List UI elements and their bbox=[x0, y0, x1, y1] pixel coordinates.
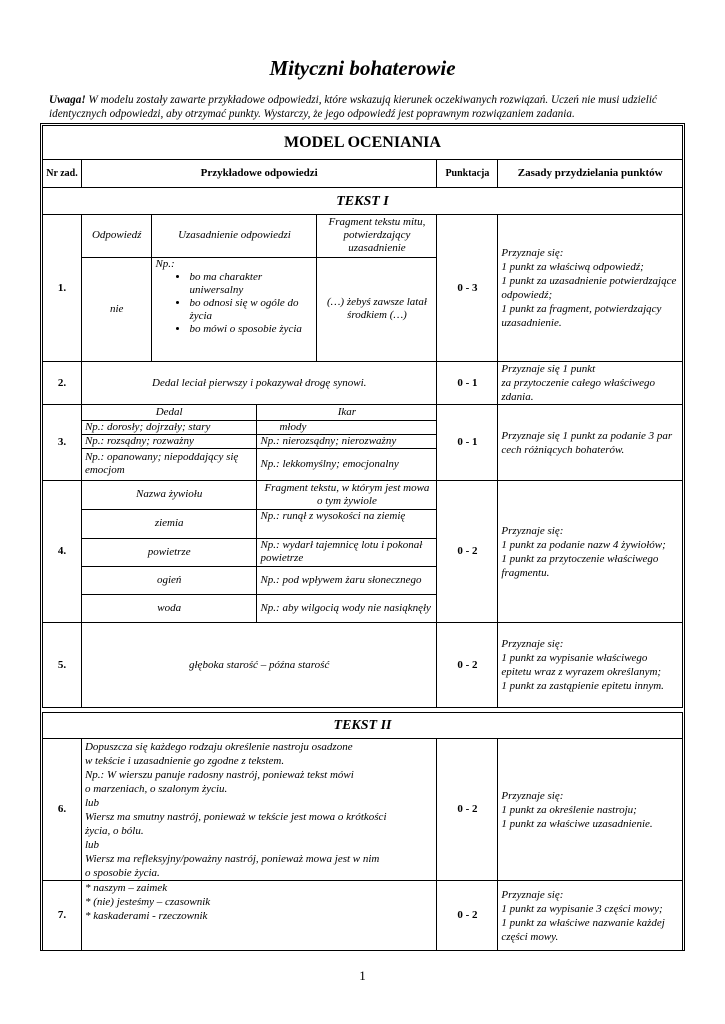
q3-dedal-trait: Np.: rozsądny; rozważny bbox=[82, 434, 257, 448]
q4-elements-grid bbox=[82, 481, 437, 622]
scoring-table bbox=[42, 125, 683, 951]
rule-line: Przyznaje się: bbox=[501, 247, 564, 259]
scoring-rules bbox=[498, 739, 683, 881]
question-number: 2. bbox=[43, 362, 82, 405]
answer-line: Dopuszcza się każdego rodzaju określenie nastroju osadzone bbox=[84, 740, 353, 753]
rule-line: Przyznaje się: bbox=[501, 638, 564, 650]
q1-answer-grid bbox=[82, 215, 437, 361]
document-title: Mityczni bohaterowie bbox=[269, 56, 456, 80]
question-row-4 bbox=[43, 481, 683, 623]
q4-fragment: Np.: pod wpływem żaru słonecznego bbox=[257, 566, 437, 594]
q3-ikar-trait: Np.: nierozsądny; nierozważny bbox=[257, 434, 437, 448]
scoring-rules bbox=[498, 881, 683, 951]
scoring-rules bbox=[498, 215, 683, 362]
q1-np: Np.: bbox=[155, 257, 175, 270]
rule-line: 1 punkt za właściwe uzasadnienie. bbox=[501, 817, 653, 830]
note-lead: Uwaga! bbox=[49, 94, 86, 106]
q3-header-dedal: Dedal bbox=[82, 405, 257, 420]
q1-header-reason: Uzasadnienie odpowiedzi bbox=[152, 215, 317, 257]
points: 0 - 1 bbox=[437, 405, 498, 481]
answer-line: o marzeniach, o szalonym życiu. bbox=[84, 782, 228, 795]
answer-line: o sposobie życia. bbox=[84, 866, 160, 879]
rule-line: Przyznaje się 1 punkt bbox=[501, 363, 596, 375]
q1-answer: nie bbox=[82, 257, 152, 361]
scoring-rules bbox=[498, 405, 683, 481]
answer-line: Wiersz ma smutny nastrój, ponieważ w tekście jest mowa o krótkości bbox=[84, 810, 387, 823]
col-header-rules: Zasady przydzielania punktów bbox=[498, 160, 683, 188]
rule-line: Przyznaje się: bbox=[501, 789, 564, 802]
points: 0 - 2 bbox=[437, 623, 498, 708]
question-number: 3. bbox=[43, 405, 82, 481]
q7-answer bbox=[81, 881, 437, 951]
rule-line: Przyznaje się 1 punkt za podanie 3 par cech różniących bohaterów. bbox=[501, 429, 673, 456]
answer-line: lub bbox=[84, 796, 99, 809]
q2-answer: Dedal leciał pierwszy i pokazywał drogę synowi. bbox=[81, 362, 437, 405]
section-header-tekst-1: TEKST I bbox=[43, 188, 683, 215]
q4-fragment: Np.: wydarł tajemnicę lotu i pokonał powietrze bbox=[257, 538, 437, 566]
rule-line: 1 punkt za wypisanie właściwego epitetu wraz z wyrazem określanym; bbox=[501, 652, 662, 678]
question-row-6 bbox=[43, 739, 683, 881]
q3-header-ikar: Ikar bbox=[257, 405, 437, 420]
answer-line: lub bbox=[84, 838, 99, 851]
rule-line: Przyznaje się: bbox=[501, 524, 564, 537]
section-header-tekst-2: TEKST II bbox=[43, 713, 683, 739]
model-header: MODEL OCENIANIA bbox=[43, 126, 683, 160]
list-item: • bo mówi o sposobie życia bbox=[189, 323, 313, 336]
question-number: 7. bbox=[43, 881, 82, 951]
answer-line: * (nie) jesteśmy – czasownik bbox=[84, 896, 211, 908]
question-row-3 bbox=[43, 405, 683, 481]
question-number: 6. bbox=[43, 739, 82, 881]
q4-element: powietrze bbox=[82, 538, 257, 566]
q6-answer bbox=[81, 739, 437, 881]
answer-line: * naszym – zaimek bbox=[84, 882, 168, 894]
answer-line: * kaskaderami - rzeczownik bbox=[84, 910, 208, 922]
rule-line: 1 punkt za wypisanie 3 części mowy; bbox=[501, 902, 663, 915]
question-row-2 bbox=[43, 362, 683, 405]
q3-ikar-trait: Np.: lekkomyślny; emocjonalny bbox=[257, 448, 437, 480]
q4-element: ziemia bbox=[82, 509, 257, 538]
rule-line: Przyznaje się: bbox=[501, 888, 564, 901]
q4-fragment: Np.: runął z wysokości na ziemię bbox=[257, 509, 437, 538]
list-item: • bo odnosi się w ogóle do życia bbox=[189, 297, 313, 323]
answer-line: w tekście i uzasadnienie go zgodne z tekstem. bbox=[84, 754, 285, 767]
rule-line: 1 punkt za zastąpienie epitetu innym. bbox=[501, 680, 664, 692]
q1-reason bbox=[152, 257, 317, 361]
points: 0 - 1 bbox=[437, 362, 498, 405]
question-row-1 bbox=[43, 215, 683, 362]
rule-line: 1 punkt za przytoczenie właściwego fragmentu. bbox=[501, 552, 659, 579]
note-paragraph bbox=[49, 93, 687, 121]
q4-element: ogień bbox=[82, 566, 257, 594]
scoring-rules bbox=[498, 623, 683, 708]
q3-traits-grid bbox=[82, 405, 437, 480]
rule-line: 1 punkt za podanie nazw 4 żywiołów; bbox=[501, 538, 666, 551]
q4-fragment: Np.: aby wilgocią wody nie nasiąknęły bbox=[257, 594, 437, 622]
col-header-points: Punktacja bbox=[437, 160, 498, 188]
q1-reason-list bbox=[155, 271, 313, 336]
q3-dedal-trait: Np.: dorosły; dojrzały; stary bbox=[82, 420, 257, 434]
page-number: 1 bbox=[359, 968, 366, 983]
rule-line: 1 punkt za właściwe nazwanie każdej części mowy. bbox=[501, 916, 665, 943]
answer-line: Np.: W wierszu panuje radosny nastrój, ponieważ tekst mówi bbox=[84, 768, 354, 781]
q1-fragment: (…) żebyś zawsze latał środkiem (…) bbox=[317, 257, 437, 361]
q5-answer: głęboka starość – późna starość bbox=[81, 623, 437, 708]
col-header-nr: Nr zad. bbox=[43, 160, 82, 188]
q4-header-element: Nazwa żywiołu bbox=[82, 481, 257, 509]
rule-line: 1 punkt za właściwą odpowiedź; bbox=[501, 261, 644, 273]
answer-line: życia, o bólu. bbox=[84, 824, 144, 837]
q4-header-fragment: Fragment tekstu, w którym jest mowa o tym żywiole bbox=[257, 481, 437, 509]
q4-element: woda bbox=[82, 594, 257, 622]
rule-line: 1 punkt za określenie nastroju; bbox=[501, 803, 637, 816]
q3-ikar-trait: młody bbox=[257, 420, 437, 434]
question-number: 5. bbox=[43, 623, 82, 708]
question-row-7 bbox=[43, 881, 683, 951]
points: 0 - 2 bbox=[437, 881, 498, 951]
rule-line: 1 punkt za fragment, potwierdzający uzasadnienie. bbox=[501, 303, 662, 329]
scoring-rules bbox=[498, 362, 683, 405]
points: 0 - 2 bbox=[437, 739, 498, 881]
rule-line: 1 punkt za uzasadnienie potwierdzające odpowiedź; bbox=[501, 275, 677, 301]
question-row-5 bbox=[43, 623, 683, 708]
scoring-rules bbox=[498, 481, 683, 623]
rule-line: za przytoczenie całego właściwego zdania. bbox=[501, 377, 656, 403]
question-number: 4. bbox=[43, 481, 82, 623]
list-item: • bo ma charakter uniwersalny bbox=[189, 271, 313, 297]
points: 0 - 2 bbox=[437, 481, 498, 623]
note-text: W modelu zostały zawarte przykładowe odpowiedzi, które wskazują kierunek oczekiwanych rozwiązań. Uczeń nie musi udzielić identycznych odpowiedzi, aby otrzymać punkty. Wystarczy, że jego odpowiedź jest poprawnym rozwiązaniem zadania. bbox=[49, 94, 657, 120]
q1-header-answer: Odpowiedź bbox=[82, 215, 152, 257]
question-number: 1. bbox=[43, 215, 82, 362]
col-header-answers: Przykładowe odpowiedzi bbox=[81, 160, 437, 188]
answer-line: Wiersz ma refleksyjny/poważny nastrój, ponieważ mowa jest w nim bbox=[84, 852, 380, 865]
q3-dedal-trait: Np.: opanowany; niepoddający się emocjom bbox=[82, 448, 257, 480]
q1-header-fragment: Fragment tekstu mitu, potwierdzający uzasadnienie bbox=[317, 215, 437, 257]
points: 0 - 3 bbox=[437, 215, 498, 362]
